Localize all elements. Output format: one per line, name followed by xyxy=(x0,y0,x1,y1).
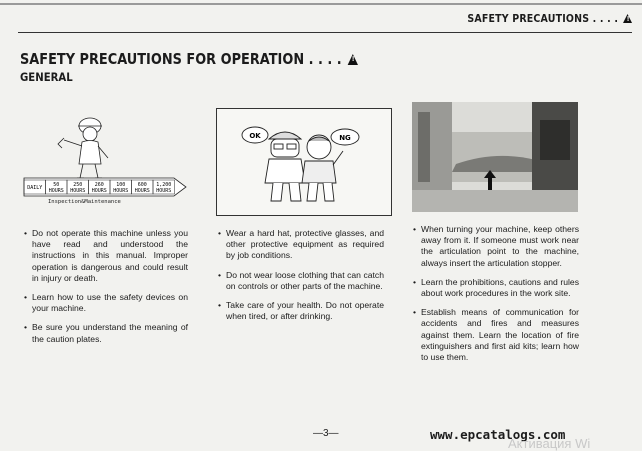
bullet-item: • Learn how to use the safety devices on your machine. xyxy=(24,292,188,314)
schedule-cell-label: 260 xyxy=(94,182,104,188)
schedule-cell-label: 600 xyxy=(137,182,147,188)
section-subtitle: GENERAL xyxy=(20,70,73,84)
ng-label: NG xyxy=(339,134,351,142)
worker-ok-icon xyxy=(265,132,305,201)
schedule-caption: Inspection&Maintenance xyxy=(48,199,121,205)
warning-icon xyxy=(348,54,358,65)
articulation-photo xyxy=(412,102,578,212)
worker-ng-icon xyxy=(302,135,343,201)
footer-url[interactable]: www.epcatalogs.com xyxy=(430,427,566,442)
bullet-item: • Establish means of communication for accidents and fires and measures against them. Learn the location of fire extinguishers and first aid kits; learn how to use them. xyxy=(413,307,579,363)
warning-icon xyxy=(623,14,632,23)
running-header-text: SAFETY PRECAUTIONS . . . . xyxy=(466,13,618,25)
page-number: —3— xyxy=(313,428,339,439)
header-rule xyxy=(18,32,632,33)
text-column-3 xyxy=(413,224,579,371)
bullet-item: • When turning your machine, keep others away from it. If someone must work near the articulation point to the machine, always insert the articulation stopper. xyxy=(413,224,579,269)
schedule-cell-label: HOURS xyxy=(156,188,172,194)
protective-equipment-illustration xyxy=(216,108,392,216)
schedule-cell-label: DAILY xyxy=(27,185,43,191)
schedule-cell-label: 250 xyxy=(73,182,83,188)
bullet-item: • Learn the prohibitions, cautions and rules about work procedures in the work site. xyxy=(413,277,579,299)
bullet-item: • Do not wear loose clothing that can catch on controls or other parts of the machine. xyxy=(218,270,384,292)
bullet-item: • Take care of your health. Do not operate when tired, or after drinking. xyxy=(218,300,384,322)
schedule-cell-label: 1,200 xyxy=(156,182,172,188)
schedule-cell-label: HOURS xyxy=(134,188,150,194)
maintenance-schedule-illustration xyxy=(22,108,192,208)
schedule-cell-label: 50 xyxy=(53,182,60,188)
bullet-item: • Wear a hard hat, protective glasses, and other protective equipment as required by job conditions. xyxy=(218,228,384,262)
text-column-2 xyxy=(218,228,384,330)
text-column-1 xyxy=(24,228,188,353)
worker-figure-icon xyxy=(58,118,108,178)
bullet-item: • Be sure you understand the meaning of the caution plates. xyxy=(24,322,188,344)
schedule-cell-label: HOURS xyxy=(48,188,64,194)
activation-watermark: Активация Wi xyxy=(508,436,591,451)
top-border xyxy=(0,3,642,5)
ok-label: OK xyxy=(249,132,261,140)
schedule-cell-label: HOURS xyxy=(113,188,129,194)
schedule-cell-label: HOURS xyxy=(91,188,107,194)
schedule-cell-label: HOURS xyxy=(70,188,86,194)
schedule-cell-label: 100 xyxy=(116,182,126,188)
running-header xyxy=(467,13,632,25)
page-title xyxy=(20,50,358,68)
bullet-item: • Do not operate this machine unless you have read and understood the instructions in this manual. Improper operation is dangerous and could result in injury or death. xyxy=(24,228,188,284)
page-title-text: SAFETY PRECAUTIONS FOR OPERATION . . . . xyxy=(20,50,342,68)
